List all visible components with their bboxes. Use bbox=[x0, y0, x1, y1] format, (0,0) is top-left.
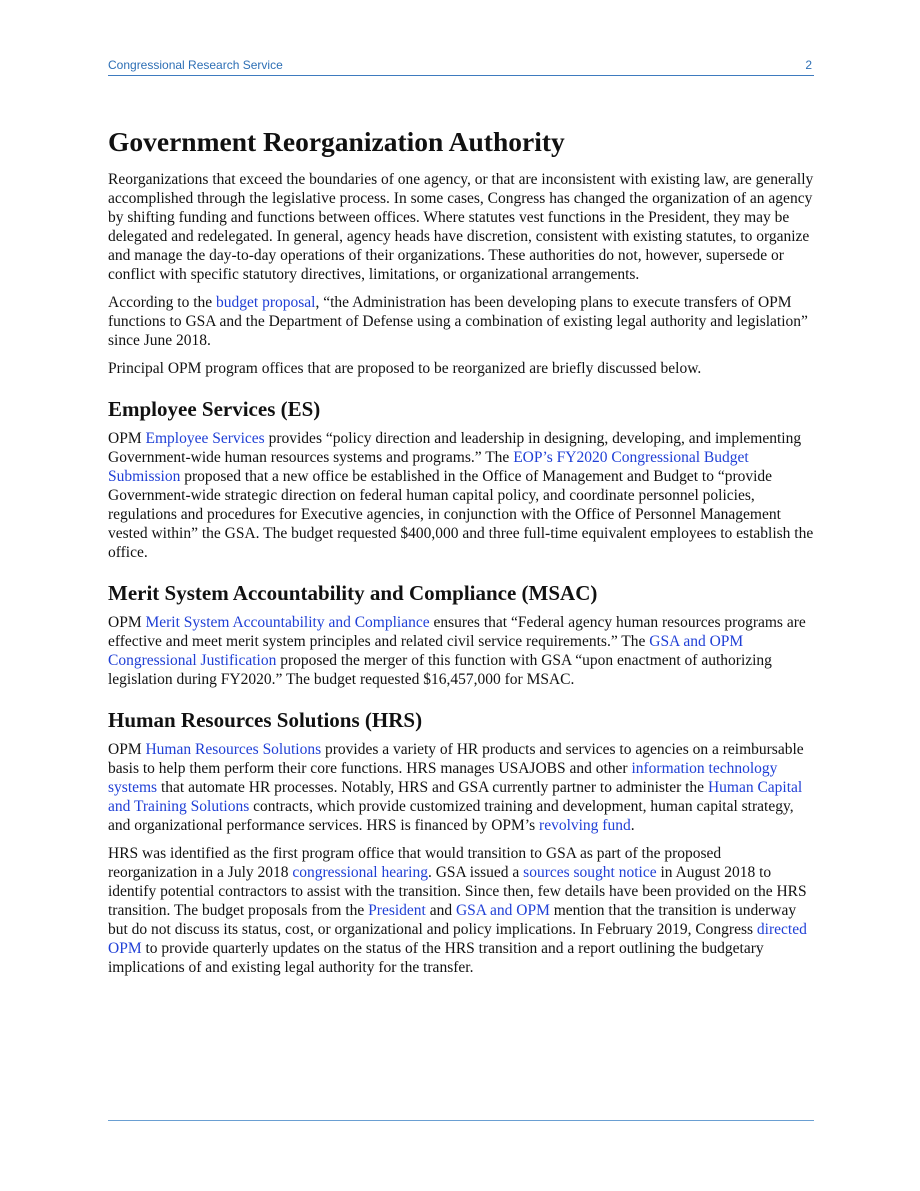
msac-heading: Merit System Accountability and Compliance (MSAC) bbox=[108, 581, 598, 605]
gsa-opm-justification-link[interactable]: GSA and OPM Congressional Justification bbox=[108, 633, 744, 669]
msac-link[interactable]: Merit System Accountability and Compliance bbox=[145, 614, 430, 631]
congressional-hearing-link[interactable]: congressional hearing bbox=[292, 864, 428, 881]
gsa-and-opm-link[interactable]: GSA and OPM bbox=[455, 902, 550, 919]
sources-sought-notice-link[interactable]: sources sought notice bbox=[523, 864, 657, 881]
text-run: that automate HR processes. Notably, HRS and GSA currently partner to administer the bbox=[157, 779, 708, 796]
text-run: provides “policy direction and leadership in designing, developing, and implementing Government-wide human resources systems and programs.” The bbox=[108, 430, 802, 466]
hrs-heading: Human Resources Solutions (HRS) bbox=[108, 708, 423, 732]
text-run: ensures that “Federal agency human resources programs are effective and meet merit system principles and related civil service requirements.” The bbox=[108, 614, 806, 650]
intro-paragraph-3: Principal OPM program offices that are proposed to be reorganized are briefly discussed below. bbox=[108, 360, 702, 377]
section-title: Government Reorganization Authority bbox=[108, 126, 565, 157]
intro-paragraph-1: Reorganizations that exceed the boundaries of one agency, or that are inconsistent with existing law, are generally accomplished through the legislative process. In some cases, Congress has changed the organization of an agency by shifting funding and functions between offices. Where statutes vest functions in the President, they may be delegated and redelegated. In general, agency heads have discretion, consistent with existing statutes, to organize and manage the day-to-day operations of their organizations. These authorities do not, however, supersede or conflict with specific statutory directives, limitations, or organizational arrangements. bbox=[108, 171, 814, 283]
es-heading: Employee Services (ES) bbox=[108, 397, 321, 421]
text-run: OPM bbox=[108, 741, 146, 758]
it-systems-link[interactable]: information technology systems bbox=[108, 760, 778, 796]
hrs-paragraph-1 bbox=[108, 740, 814, 835]
text-run: to provide quarterly updates on the status of the HRS transition and a report outlining the budgetary implications of and existing legal authority for the transfer. bbox=[108, 940, 764, 976]
text-run: contracts, which provide customized training and development, human capital strategy, and organizational performance services. HRS is financed by OPM’s bbox=[108, 798, 794, 834]
directed-opm-link[interactable]: directed OPM bbox=[108, 921, 807, 957]
main-content bbox=[108, 124, 814, 986]
header-source: Congressional Research Service bbox=[108, 58, 283, 72]
employee-services-link[interactable]: Employee Services bbox=[145, 430, 265, 447]
text-run: OPM bbox=[108, 430, 146, 447]
president-link[interactable]: President bbox=[368, 902, 426, 919]
footer-rule bbox=[108, 1120, 814, 1121]
text-run: According to the bbox=[108, 294, 217, 311]
revolving-fund-link[interactable]: revolving fund bbox=[539, 817, 631, 834]
text-run: HRS was identified as the first program office that would transition to GSA as part of the proposed reorganization in a July 2018 bbox=[108, 845, 722, 881]
hrs-paragraph-2 bbox=[108, 844, 814, 977]
text-run: proposed that a new office be established in the Office of Management and Budget to “provide Government-wide strategic direction on federal human capital policy, and coordinate personnel policies, regulations and procedures for Executive agencies, in conjunction with the Office of Personnel Management vested within” the GSA. The budget requested $400,000 and three full-time equivalent employees to establish the office. bbox=[108, 468, 814, 561]
msac-paragraph bbox=[108, 613, 814, 689]
text-run: and bbox=[425, 902, 456, 919]
text-run: . bbox=[630, 817, 635, 834]
es-paragraph bbox=[108, 429, 814, 562]
intro-paragraph-2 bbox=[108, 293, 814, 350]
text-run: OPM bbox=[108, 614, 146, 631]
hctsinks-link[interactable]: Human Capital and Training Solutions bbox=[108, 779, 803, 815]
text-run: . GSA issued a bbox=[427, 864, 524, 881]
text-run: provides a variety of HR products and services to agencies on a reimbursable basis to help them perform their core functions. HRS manages USAJOBS and other bbox=[108, 741, 804, 777]
text-run: , “the Administration has been developing plans to execute transfers of OPM functions to GSA and the Department of Defense using a combination of existing legal authority and legislation” since June 2018. bbox=[108, 294, 808, 349]
hr-solutions-link[interactable]: Human Resources Solutions bbox=[145, 741, 322, 758]
page-number: 2 bbox=[805, 58, 812, 72]
text-run: mention that the transition is underway but do not discuss its status, cost, or organizational and policy implications. In February 2019, Congress bbox=[108, 902, 797, 938]
text-run: proposed the merger of this function with GSA “upon enactment of authorizing legislation during FY2020.” The budget requested $16,457,000 for MSAC. bbox=[108, 652, 772, 688]
text-run: in August 2018 to identify potential contractors to assist with the transition. Since then, few details have been provided on the HRS transition. The budget proposals from the bbox=[108, 864, 807, 919]
budget-proposal-link[interactable]: budget proposal bbox=[216, 294, 316, 311]
page-header bbox=[108, 58, 814, 76]
eop-budget-submission-link[interactable]: EOP’s FY2020 Congressional Budget Submission bbox=[108, 449, 749, 485]
